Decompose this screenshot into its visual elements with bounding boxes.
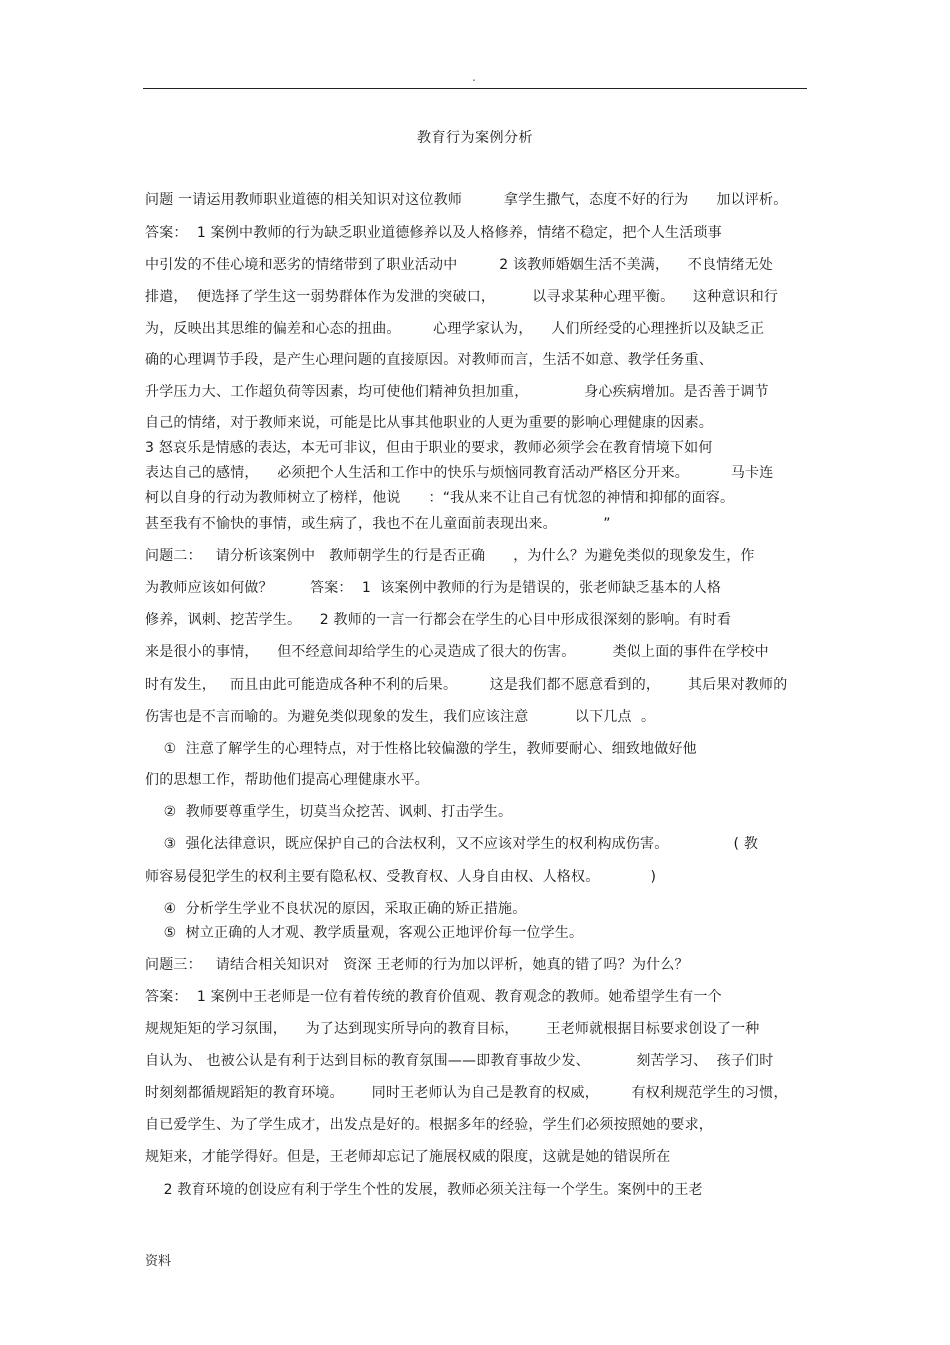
text-line: 师容易侵犯学生的权利主要有隐私权、受教育权、人身自由权、人格权。 ) [145,869,657,885]
footer-label: 资料 [145,1254,172,1269]
text-line: 问题二： 请分析该案例中 教师朝学生的行是否正确 ，为什么？为避免类似的现象发生，作 [145,548,755,564]
text-line: 们的思想工作，帮助他们提高心理健康水平。 [145,772,429,788]
text-line: 中引发的不佳心境和恶劣的情绪带到了职业活动中 2 该教师婚姻生活不美满， 不良情绪无处 [145,257,774,273]
text-line: 时有发生， 而且由此可能造成各种不利的后果。 这是我们都不愿意看到的， 其后果对教师的 [145,677,788,693]
header-marker: . [472,70,476,84]
text-line: 确的心理调节手段，是产生心理问题的直接原因。对教师而言，生活不如意、教学任务重、 [145,352,713,368]
text-line: 伤害也是不言而喻的。为避免类似现象的发生，我们应该注意 以下几点 。 [145,709,656,725]
text-line: ② 教师要尊重学生，切莫当众挖苦、讽刺、打击学生。 [145,804,513,820]
header-rule [143,88,807,89]
document-title: 教育行为案例分析 [417,130,533,146]
text-line: ③ 强化法律意识，既应保护自己的合法权利，又不应该对学生的权利构成伤害。 ( 教 [145,836,759,852]
text-line: 答案： 1 案例中教师的行为缺乏职业道德修养以及人格修养，情绪不稳定，把个人生活琐事 [145,225,722,241]
text-line: 问题 一请运用教师职业道德的相关知识对这位教师 拿学生撒气，态度不好的行为 加以评析。 [145,192,788,208]
text-line: 自已爱学生、为了学生成才，出发点是好的。根据多年的经验，学生们必须按照她的要求， [145,1117,713,1133]
text-line: 答案： 1 案例中王老师是一位有着传统的教育价值观、教育观念的教师。她希望学生有一个 [145,989,722,1005]
text-line: 3 怒哀乐是情感的表达，本无可非议，但由于职业的要求，教师必须学会在教育情境下如何 [145,440,713,456]
text-line: 表达自己的感情， 必须把个人生活和工作中的快乐与烦恼同教育活动严格区分开来。 马卡连 [145,465,774,481]
text-line: 自认为、 也被公认是有利于达到目标的教育氛围——即教育事故少发、 刻苦学习、 孩子们时 [145,1053,774,1069]
text-line: ④ 分析学生学业不良状况的原因，采取正确的矫正措施。 [145,901,527,917]
text-line: 问题三： 请结合相关知识对 资深 王老师的行为加以评析，她真的错了吗？为什么？ [145,957,689,973]
text-line: 自己的情绪，对于教师来说，可能是比从事其他职业的人更为重要的影响心理健康的因素。 [145,415,713,431]
text-line: 时刻刻都循规蹈矩的教育环境。 同时王老师认为自己是教育的权威， 有权利规范学生的习惯， [145,1085,788,1101]
text-line: 2 教育环境的创设应有利于学生个性的发展，教师必须关注每一个学生。案例中的王老 [145,1182,703,1198]
text-line: 升学压力大、工作超负荷等因素，均可使他们精神负担加重， 身心疾病增加。是否善于调节 [145,384,769,400]
text-line: 规规矩矩的学习氛围， 为了达到现实所导向的教育目标， 王老师就根据目标要求创设了一种 [145,1021,760,1037]
text-line: 为教师应该如何做？ 答案： 1 该案例中教师的行为是错误的，张老师缺乏基本的人格 [145,580,722,596]
text-line: 为，反映出其思维的偏差和心态的扭曲。 心理学家认为， 人们所经受的心理挫折以及缺乏正 [145,321,765,337]
text-line: 修养，讽刺、挖苦学生。 2 教师的一言一行都会在学生的心目中形成很深刻的影响。有时看 [145,612,732,628]
text-line: 排遣， 便选择了学生这一弱势群体作为发泄的突破口， 以寻求某种心理平衡。 这种意识和行 [145,289,779,305]
text-line: ① 注意了解学生的心理特点，对于性格比较偏激的学生，教师要耐心、细致地做好他 [145,741,697,757]
text-line: 来是很小的事情， 但不经意间却给学生的心灵造成了很大的伤害。 类似上面的事件在学校中 [145,644,769,660]
text-line: 柯以自身的行动为教师树立了榜样，他说 ：“我从来不让自己有忧忽的神情和抑郁的面容。 [145,490,735,506]
text-line: ⑤ 树立正确的人才观、教学质量观，客观公正地评价每一位学生。 [145,925,584,941]
text-line: 甚至我有不愉快的事情，或生病了，我也不在儿童面前表现出来。 ” [145,516,611,532]
text-line: 规矩来，才能学得好。但是，王老师却忘记了施展权威的限度，这就是她的错误所在 [145,1149,671,1165]
